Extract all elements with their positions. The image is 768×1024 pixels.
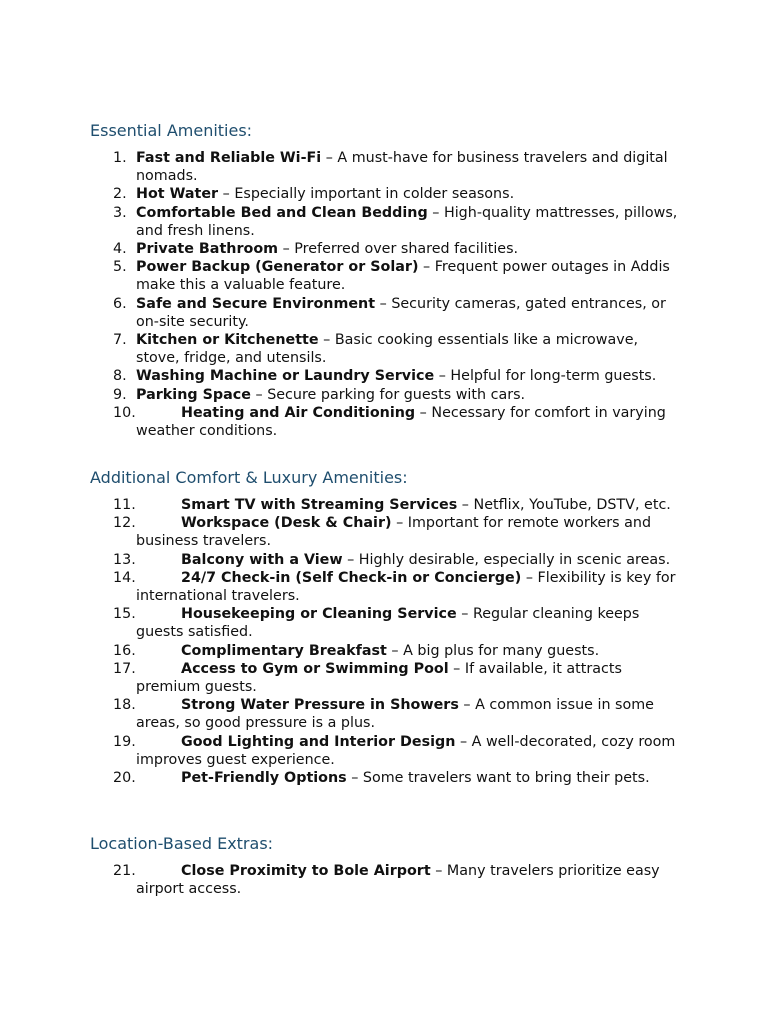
item-number: 18. <box>113 697 136 714</box>
item-description: – Flexibility is key for international travelers. <box>136 569 676 605</box>
item-number: 8. <box>113 368 127 385</box>
list-item <box>0 642 686 660</box>
item-title: Heating and Air Conditioning <box>181 404 416 421</box>
item-description: – Highly desirable, especially in scenic areas. <box>342 551 671 568</box>
item-title: Comfortable Bed and Clean Bedding <box>136 204 428 221</box>
list-item <box>0 696 686 732</box>
item-title: Pet-Friendly Options <box>181 770 347 787</box>
item-description: – If available, it attracts premium guests. <box>136 660 622 696</box>
list-item <box>0 769 686 787</box>
item-title: Close Proximity to Bole Airport <box>181 863 431 879</box>
amenity-list <box>0 496 768 787</box>
item-title: Access to Gym or Swimming Pool <box>181 660 449 677</box>
list-item <box>0 258 686 294</box>
item-title: Hot Water <box>136 186 219 203</box>
item-number: 7. <box>113 332 127 349</box>
item-number: 21. <box>113 863 136 879</box>
item-title: Housekeeping or Cleaning Service <box>181 606 457 623</box>
item-title: 24/7 Check-in (Self Check-in or Concierge) <box>181 569 522 586</box>
item-number: 6. <box>113 295 127 312</box>
list-item <box>0 496 686 514</box>
item-description: – Some travelers want to bring their pets. <box>346 770 650 787</box>
item-description: – Especially important in colder seasons. <box>218 186 515 203</box>
list-item <box>0 331 686 367</box>
item-description: – Netflix, YouTube, DSTV, etc. <box>457 497 671 513</box>
item-title: Workspace (Desk & Chair) <box>181 515 392 532</box>
item-number: 10. <box>113 404 136 421</box>
item-description: – Regular cleaning keeps guests satisfied. <box>136 606 640 641</box>
item-description: – Many travelers prioritize easy airport access. <box>136 863 660 898</box>
section-heading: Additional Comfort & Luxury Amenities: <box>90 468 408 487</box>
list-item <box>0 569 686 605</box>
item-description: – Secure parking for guests with cars. <box>250 386 526 403</box>
item-number: 9. <box>113 386 127 403</box>
list-item <box>0 185 686 203</box>
list-item <box>0 240 686 258</box>
list-item <box>0 660 686 696</box>
item-title: Safe and Secure Environment <box>136 295 376 312</box>
item-number: 3. <box>113 204 127 221</box>
item-description: – Preferred over shared facilities. <box>278 241 519 258</box>
item-number: 19. <box>113 733 136 750</box>
list-item <box>0 605 686 641</box>
item-description: – A well-decorated, cozy room improves guest experience. <box>136 733 676 768</box>
item-description: – Necessary for comfort in varying weather conditions. <box>136 404 666 440</box>
list-item <box>0 404 686 440</box>
list-item <box>0 367 686 385</box>
item-description: – Basic cooking essentials like a microwave, stove, fridge, and utensils. <box>136 332 639 367</box>
item-description: – A big plus for many guests. <box>386 642 600 659</box>
item-title: Kitchen or Kitchenette <box>136 332 319 349</box>
item-title: Smart TV with Streaming Services <box>181 497 458 513</box>
item-number: 2. <box>113 186 127 203</box>
item-number: 17. <box>113 660 136 677</box>
list-item <box>0 514 686 550</box>
item-description: – Frequent power outages in Addis make this a valuable feature. <box>136 259 670 294</box>
item-number: 16. <box>113 642 136 659</box>
amenity-list <box>0 149 768 440</box>
item-title: Good Lighting and Interior Design <box>181 733 456 750</box>
section-heading: Essential Amenities: <box>90 121 253 140</box>
item-number: 1. <box>113 150 127 166</box>
item-description: – Helpful for long-term guests. <box>434 368 657 385</box>
item-title: Power Backup (Generator or Solar) <box>136 259 419 276</box>
item-number: 15. <box>113 606 136 623</box>
amenity-list <box>0 862 768 898</box>
item-number: 11. <box>113 497 136 513</box>
item-description: – Important for remote workers and business travelers. <box>136 515 652 550</box>
list-item <box>0 733 686 769</box>
item-description: – A common issue in some areas, so good pressure is a plus. <box>136 697 654 732</box>
list-item <box>0 204 686 240</box>
item-title: Complimentary Breakfast <box>181 642 387 659</box>
item-title: Washing Machine or Laundry Service <box>136 368 435 385</box>
item-number: 5. <box>113 259 127 276</box>
item-description: – A must-have for business travelers and digital nomads. <box>136 150 668 185</box>
item-title: Fast and Reliable Wi-Fi <box>136 150 322 166</box>
item-number: 20. <box>113 770 136 787</box>
section-heading: Location-Based Extras: <box>90 834 274 853</box>
list-item <box>0 386 686 404</box>
item-title: Strong Water Pressure in Showers <box>181 697 459 714</box>
list-item <box>0 551 686 569</box>
list-item <box>0 862 686 898</box>
item-title: Private Bathroom <box>136 241 279 258</box>
item-description: – Security cameras, gated entrances, or on-site security. <box>136 295 666 330</box>
item-number: 4. <box>113 241 127 258</box>
list-item <box>0 149 686 185</box>
item-number: 13. <box>113 551 136 568</box>
list-item <box>0 295 686 331</box>
item-number: 12. <box>113 515 136 532</box>
item-title: Parking Space <box>136 386 251 403</box>
item-title: Balcony with a View <box>181 551 343 568</box>
item-description: – High-quality mattresses, pillows, and fresh linens. <box>136 204 678 239</box>
item-number: 14. <box>113 569 136 586</box>
